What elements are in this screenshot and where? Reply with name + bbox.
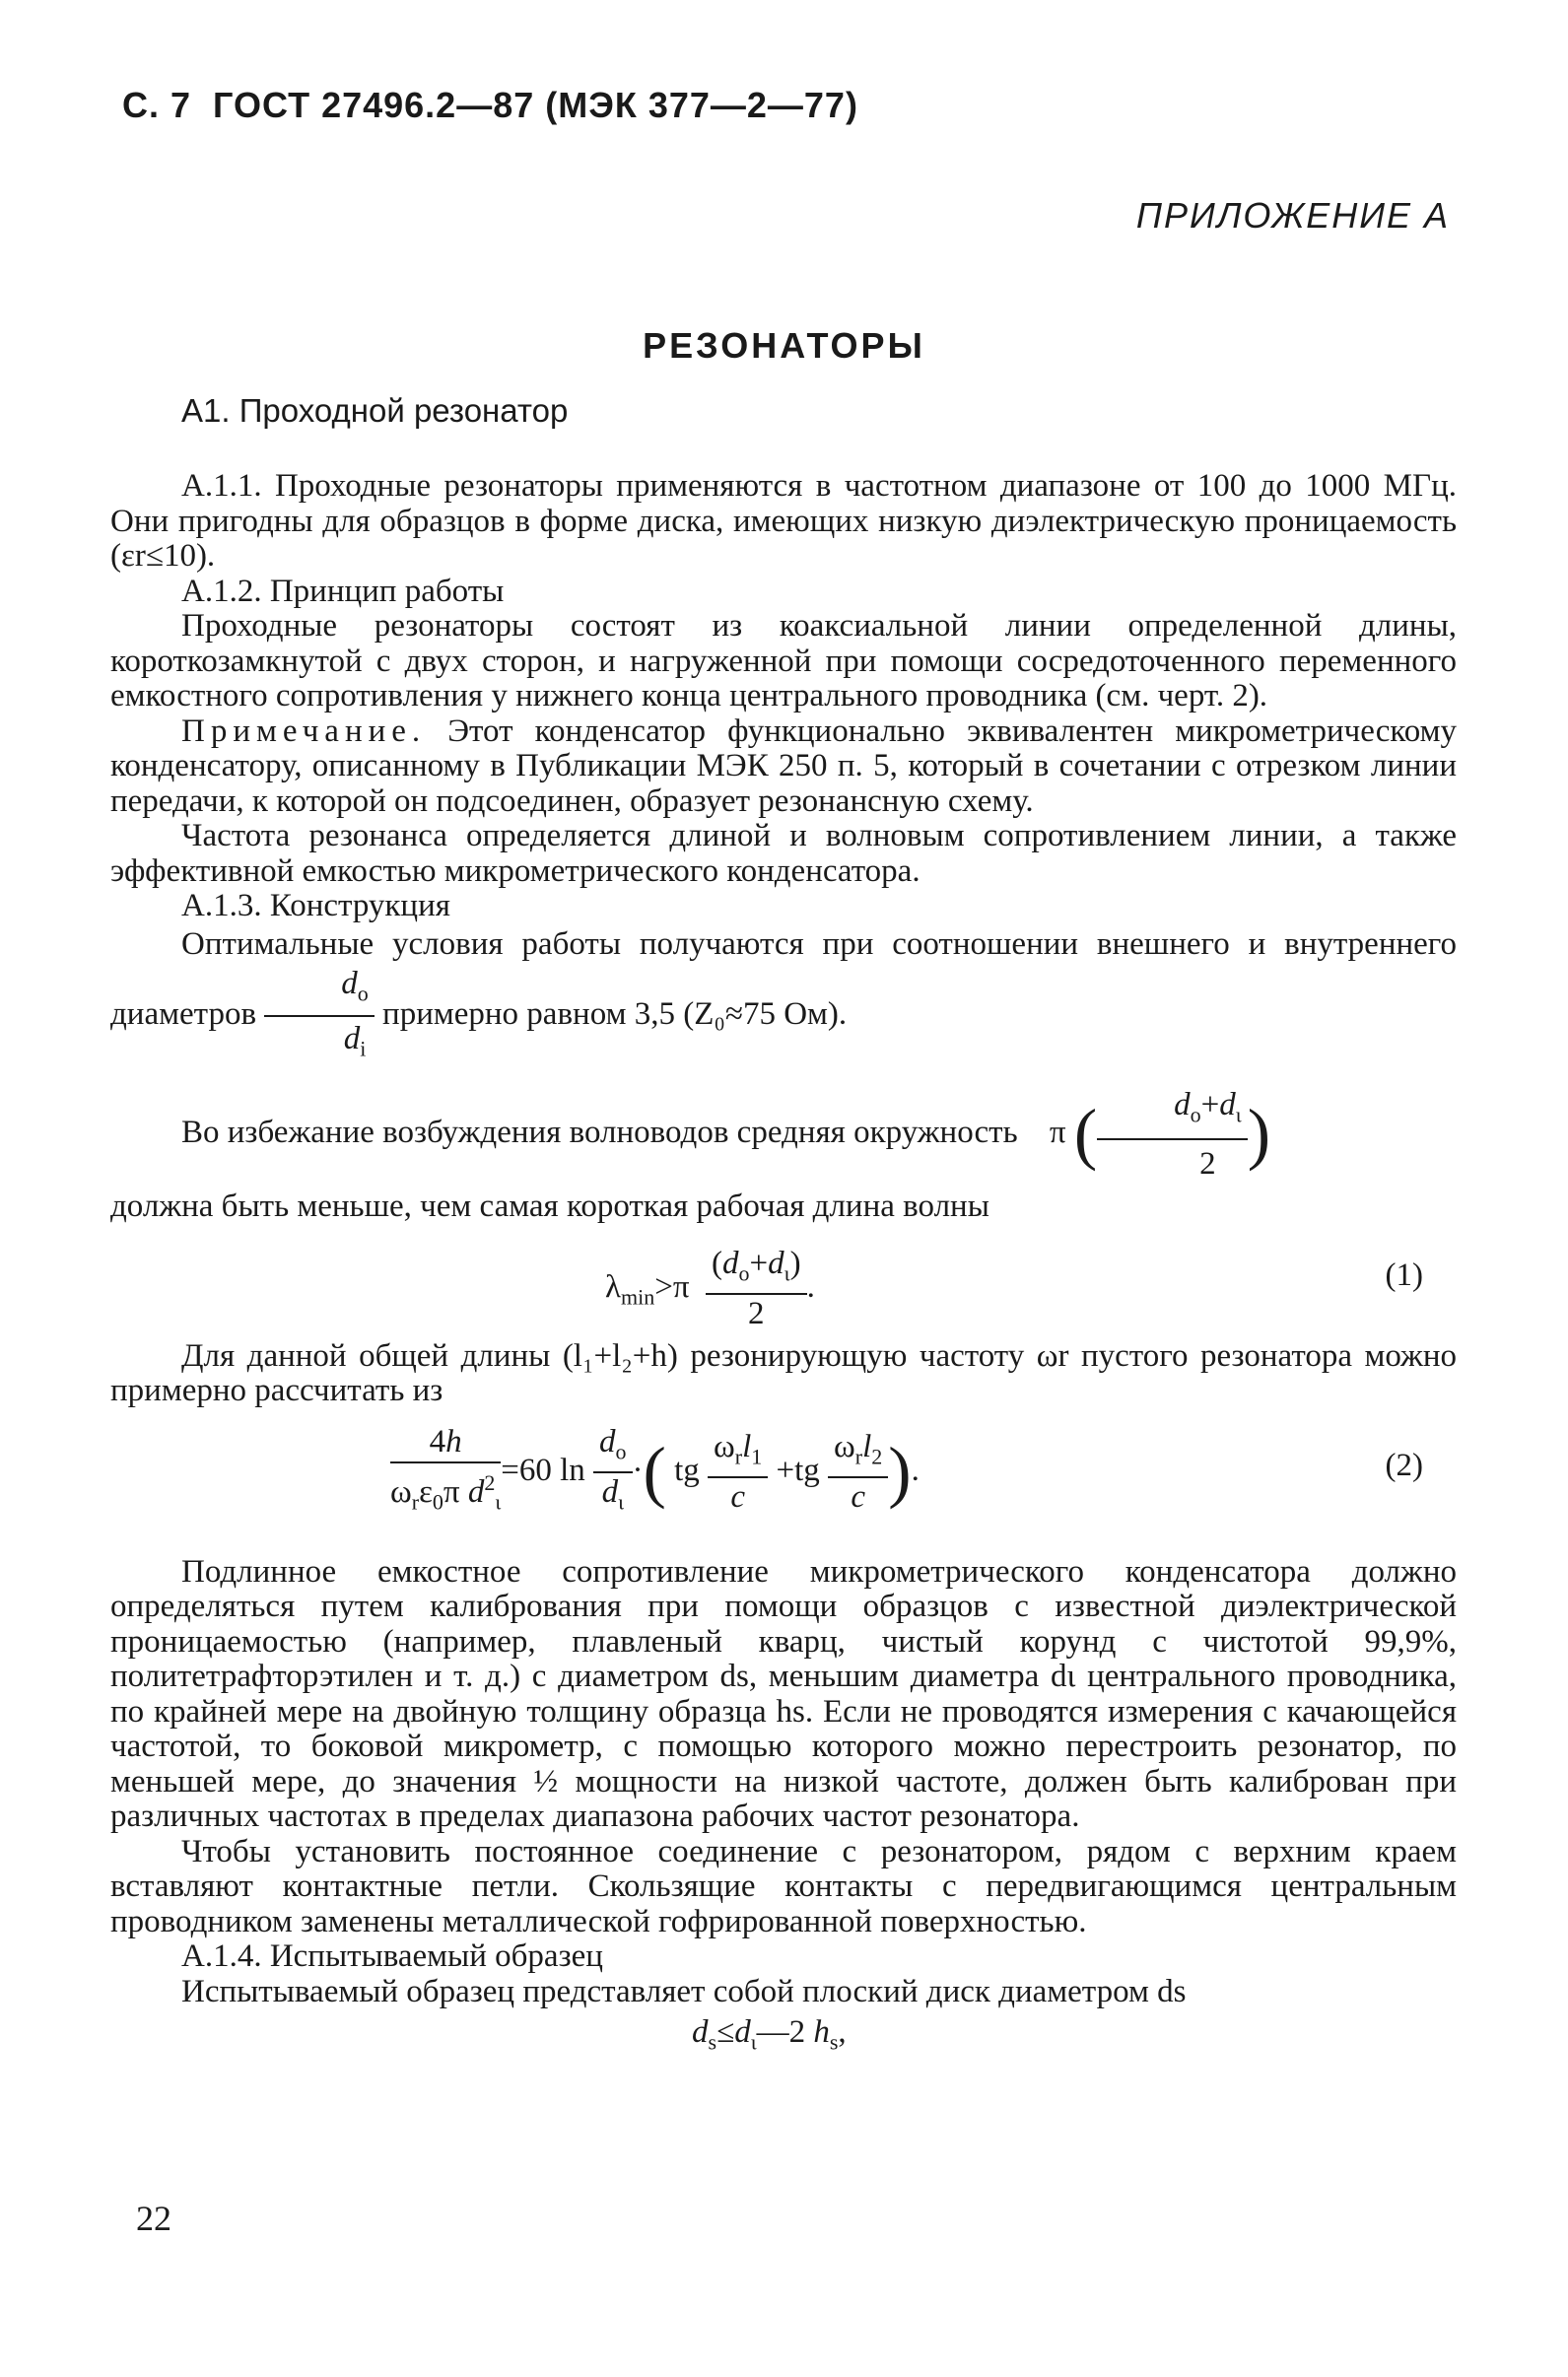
page-label: С. 7 — [122, 85, 192, 125]
heading-a13: А.1.3. Конструкция — [181, 888, 450, 923]
paragraph-a13-4: Для данной общей длины (l₁+l₂+h) резонирующую частоту ωr пустого резонатора можно примерно рассчитать из — [110, 1337, 1457, 1409]
paragraph-a13-6: Чтобы установить постоянное соединение с резонатором, рядом с верхним краем вставляют контактные петли. Скользящие контакты с передвигающимся центральным проводником заменены металлической гофрированной поверхностью. — [110, 1833, 1457, 1939]
paragraph-a14-1: Испытываемый образец представляет собой плоский диск диаметром ds — [181, 1973, 1187, 2009]
paragraph-a13-3: должна быть меньше, чем самая короткая рабочая длина волны — [110, 1188, 989, 1225]
document-title: РЕЗОНАТОРЫ — [643, 325, 925, 366]
standard-designation: ГОСТ 27496.2—87 (МЭК 377—2—77) — [213, 85, 858, 125]
paragraph-a12-2: Частота резонанса определяется длиной и волновым сопротивлением линии, а также эффективной емкостью микрометрического конденсатора. — [110, 818, 1457, 889]
section-a1-heading: А1. Проходной резонатор — [181, 392, 569, 429]
heading-a14: А.1.4. Испытываемый образец — [181, 1938, 603, 1975]
document-body — [110, 469, 1457, 2059]
equation-3: $d_s\le d_\iota—2$ $h_s$, — [692, 2014, 847, 2055]
equation-1: $\lambda_{min}>\pi$ $\frac{(d_o+d_\iota)}{2}$ . (1) — [605, 1245, 1423, 1331]
paragraph-a13-1: Оптимальные условия работы получаются при соотношении внешнего и внутреннего диаметров $\frac{d_o}{d_i}$ примерно равном 3,5 (Z₀≈75 Ом). — [110, 924, 1457, 1069]
note-text: Этот конденсатор функционально эквивалентен микрометрическому конденсатору, описанному в Публикации МЭК 250 п. 5, который в сочетании с отрезком линии передачи, к которой он подсоединен, образует резонансную схему. — [110, 713, 1457, 819]
paragraph-a11: А.1.1. Проходные резонаторы применяются в частотном диапазоне от 100 до 1000 МГц. Они пригодны для образцов в форме диска, имеющих низкую диэлектрическую проницаемость (εr≤10). — [110, 468, 1457, 574]
equation-1-number: (1) — [1385, 1256, 1423, 1293]
equation-2-number: (2) — [1385, 1447, 1423, 1483]
mean-diameter-fraction: $\frac{d_o+d_\iota}{2}$ — [1097, 1083, 1248, 1187]
appendix-label: ПРИЛОЖЕНИЕ А — [1135, 195, 1450, 236]
heading-a12: А.1.2. Принцип работы — [181, 573, 505, 609]
paragraph-a12-note — [110, 714, 1457, 820]
paragraph-a12-1: Проходные резонаторы состоят из коаксиальной линии определенной длины, короткозамкнутой с двух сторон, и нагруженной при помощи сосредоточенного переменного емкостного сопротивления у нижнего конца центрального проводника (см. черт. 2). — [110, 608, 1457, 713]
note-label: Примечание. — [181, 713, 427, 749]
equation-2: $\frac{4h}{\omega_r\varepsilon_0\pi d^2_\iota}$ =60 ln $\frac{d_o}{d_\iota}$ ·( tg $\frac{\omega_rl_1}{c}$ +tg $\frac{\omega_rl_2}{c}$ ). (2) — [390, 1423, 1423, 1515]
ratio-do-di: $\frac{d_o}{d_i}$ — [264, 964, 375, 1069]
paragraph-a13-5: Подлинное емкостное сопротивление микрометрического конденсатора должно определяться путем калибрования при помощи образцов с известной диэлектрической проницаемостью (например, плавленый кварц, чистый корунд с чистотой 99,9%, политетрафторэтилен и т. д.) с диаметром ds, меньшим диаметра dι центрального проводника, по крайней мере на двойную толщину образца hs. Если не проводятся измерения с качающейся частотой, то боковой микрометр, с помощью которого можно перестроить резонатор, по меньшей мере, до значения ½ мощности на низкой частоте, должен быть калиброван при различных частотах в пределах диапазона рабочих частот резонатора. — [110, 1553, 1457, 1835]
page-header — [122, 85, 858, 126]
page-number: 22 — [136, 2199, 171, 2238]
paragraph-a13-2: Во избежание возбуждения волноводов средняя окружность π ( $\frac{d_o+d_\iota}{2}$ ) — [110, 1083, 1457, 1187]
